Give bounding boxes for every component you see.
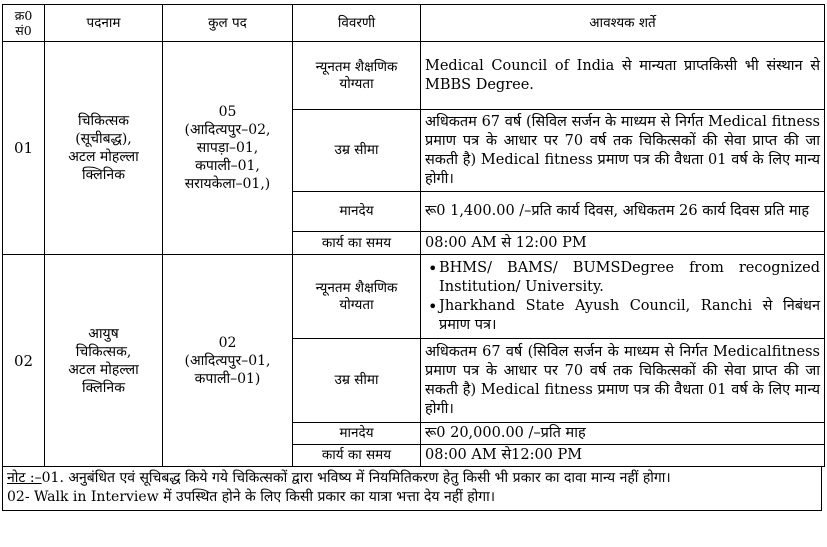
note-section (2, 467, 822, 511)
header-row (3, 5, 825, 42)
row-02-qualification (3, 255, 825, 339)
row-02-distribution-line: कपाली–01) (194, 370, 261, 387)
row-01-post-line: क्लिनिक (82, 167, 125, 183)
row-02-qualification-cell (421, 255, 825, 339)
note-text-1: 01. अनुबंधित एवं सूचिबद्ध किये गये चिकित्सकों द्वारा भविष्य में नियमितिकरण हेतु किसी भी प्रकार का दावा मान्य नहीं होगा। (41, 470, 671, 486)
header-serial: क्र0 सं0 (3, 5, 45, 42)
row-02-post-line: चिकित्सक, (75, 343, 132, 360)
row-01-honorarium-label: मानदेय (293, 192, 421, 232)
list-item: • Jharkhand State Ayush Council, Ranchi से निबंधन प्रमाण पत्र। (439, 297, 820, 335)
header-total-posts: कुल पद (163, 5, 293, 42)
note-line-1 (7, 469, 821, 488)
row-01-post-line: (सूचीबद्ध), (75, 131, 132, 147)
row-02-serial: 02 (3, 255, 45, 467)
row-01-serial: 01 (3, 42, 45, 255)
row-01-hours-label: कार्य का समय (293, 232, 421, 255)
row-01-hours-text: 08:00 AM से 12:00 PM (421, 232, 825, 255)
row-01-post-line: चिकित्सक (77, 113, 130, 129)
row-01-post (45, 42, 163, 255)
header-post: पदनाम (45, 5, 163, 42)
note-label: नोट :– (7, 470, 42, 486)
list-item: • BHMS/ BAMS/ BUMSDegree from recognized Institution/ University. (439, 259, 820, 297)
row-02-hours-label: कार्य का समय (293, 445, 421, 467)
header-requirements: आवश्यक शर्ते (421, 5, 825, 42)
row-02-age-label: उम्र सीमा (293, 339, 421, 423)
row-01-qualification-text: Medical Council of India से मान्यता प्राप्तकिसी भी संस्थान से MBBS Degree. (421, 42, 825, 110)
row-01-honorarium-text: रू0 1,400.00 /–प्रति कार्य दिवस, अधिकतम 26 कार्य दिवस प्रति माह (421, 192, 825, 232)
row-01-qualification-label: न्यूनतम शैक्षणिक योग्यता (293, 42, 421, 110)
row-02-total-posts (163, 255, 293, 467)
row-01-count: 05 (218, 104, 237, 120)
row-02-honorarium-text: रू0 20,000.00 /–प्रति माह (421, 423, 825, 445)
row-02-count: 02 (218, 334, 237, 351)
recruitment-table-document (2, 4, 826, 511)
row-01-age-text: अधिकतम 67 वर्ष (सिविल सर्जन के माध्यम से निर्गत Medical fitness प्रमाण पत्र के आधार पर 70 वर्ष तक चिकित्सकों की सेवा प्राप्त की जा सकती है) Medical fitness प्रमाण पत्र की वैधता 01 वर्ष के लिए मान्य होगी। (421, 110, 825, 192)
row-02-post-line: आयुष (88, 325, 119, 342)
header-description: विवरणी (293, 5, 421, 42)
row-02-age-text: अधिकतम 67 वर्ष (सिविल सर्जन के माध्यम से निर्गत Medicalfitness प्रमाण पत्र के आधार पर 70 वर्ष तक चिकित्सकों की सेवा प्राप्त की जा सकती है) Medical fitness प्रमाण पत्र की वैधता 01 वर्ष के लिए मान्य होगी। (421, 339, 825, 423)
row-02-post-line: अटल मोहल्ला (68, 361, 139, 378)
row-02-distribution-line: (आदित्यपुर–01, (184, 352, 271, 369)
row-01-age-label: उम्र सीमा (293, 110, 421, 192)
row-01-distribution-line: कपाली–01, (195, 158, 260, 174)
row-01-distribution-line: सरायकेला–01,) (184, 176, 271, 192)
row-01-post-line: अटल मोहल्ला (68, 149, 139, 165)
row-02-qualification-label: न्यूनतम शैक्षणिक योग्यता (293, 255, 421, 339)
row-02-post-line: क्लिनिक (82, 379, 125, 396)
row-01-distribution-line: सापड़ा–01, (196, 140, 259, 156)
row-02-hours-text: 08:00 AM से12:00 PM (421, 445, 825, 467)
row-02-honorarium-label: मानदेय (293, 423, 421, 445)
row-01-total-posts (163, 42, 293, 255)
row-02-qualification-list (425, 259, 820, 335)
row-02-post (45, 255, 163, 467)
row-01-qualification (3, 42, 825, 110)
row-01-distribution-line: (आदित्यपुर–02, (184, 122, 271, 138)
note-line-2: 02- Walk in Interview में उपस्थित होने के लिए किसी प्रकार का यात्रा भत्ता देय नहीं होगा। (7, 489, 496, 505)
recruitment-table (2, 4, 825, 467)
